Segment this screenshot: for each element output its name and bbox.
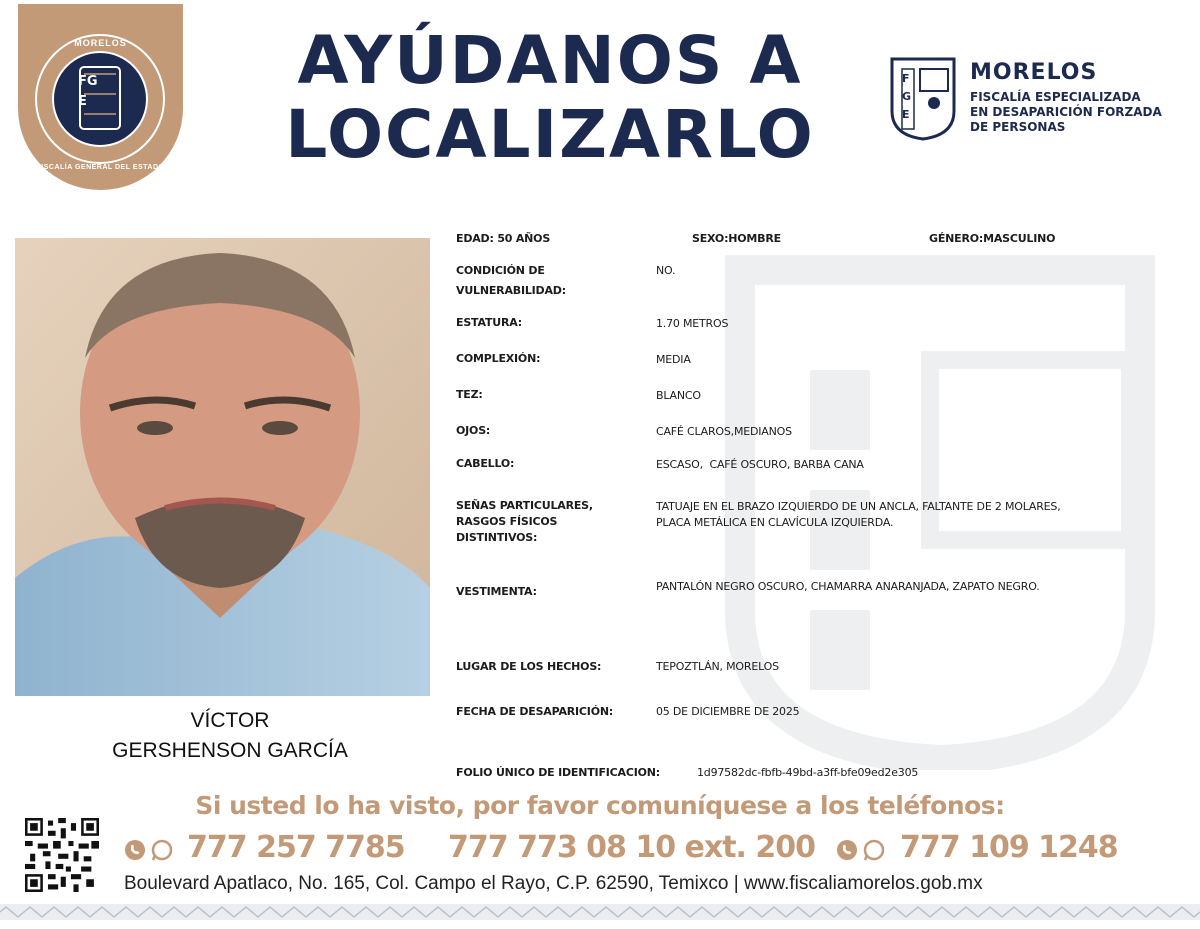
estatura-value: 1.70 METROS [656, 317, 729, 330]
senas-label-3: DISTINTIVOS: [456, 531, 538, 544]
edad-field: EDAD: 50 AÑOS [456, 232, 551, 245]
senas-label-2: RASGOS FÍSICOS [456, 515, 558, 528]
fge-badge [18, 4, 183, 190]
phone-number-3[interactable]: 777 109 1248 [900, 830, 1118, 865]
vestimenta-value: PANTALÓN NEGRO OSCURO, CHAMARRA ANARANJADA, ZAPATO NEGRO. [656, 580, 1040, 593]
genero-field: GÉNERO:MASCULINO [929, 232, 1056, 245]
tez-label: TEZ: [456, 388, 483, 401]
vulnerabilidad-label-2: VULNERABILIDAD: [456, 284, 566, 297]
lugar-value: TEPOZTLÁN, MORELOS [656, 660, 779, 673]
badge-initials: FGE [78, 74, 98, 109]
sexo-field: SEXO:HOMBRE [692, 232, 781, 245]
phone-number-1[interactable]: 777 257 7785 [187, 830, 405, 865]
badge-ring-text: FISCALÍA GENERAL DEL ESTADO [36, 164, 165, 171]
fge-shield-icon [888, 55, 958, 141]
person-name [15, 706, 445, 766]
phone-whatsapp-icon-1 [124, 838, 178, 862]
decorative-border-icon [0, 904, 1200, 920]
cabello-label: CABELLO: [456, 457, 515, 470]
lugar-label: LUGAR DE LOS HECHOS: [456, 660, 602, 673]
vestimenta-label: VESTIMENTA: [456, 585, 537, 598]
estatura-label: ESTATURA: [456, 316, 522, 329]
senas-label-1: SEÑAS PARTICULARES, [456, 499, 593, 512]
agency-line2: EN DESAPARICIÓN FORZADA [970, 105, 1162, 119]
tez-value: BLANCO [656, 389, 701, 402]
contact-callout: Si usted lo ha visto, por favor comuníquese a los teléfonos: [195, 791, 1005, 820]
vulnerabilidad-value: NO. [656, 264, 676, 277]
agency-line3: DE PERSONAS [970, 120, 1066, 134]
poster-headline [205, 24, 895, 172]
complexion-label: COMPLEXIÓN: [456, 352, 541, 365]
agency-line1: FISCALÍA ESPECIALIZADA [970, 90, 1141, 104]
person-photo [15, 238, 430, 696]
badge-top-text: MORELOS [74, 38, 127, 48]
fge-seal-icon [18, 4, 183, 190]
person-last-names: GERSHENSON GARCÍA [112, 739, 348, 762]
senas-value-1: TATUAJE EN EL BRAZO IZQUIERDO DE UN ANCLA, FALTANTE DE 2 MOLARES, [656, 500, 1061, 513]
agency-subtitle [970, 90, 1190, 135]
qr-code-icon [25, 818, 99, 892]
complexion-value: MEDIA [656, 353, 691, 366]
headline-line2: LOCALIZARLO [285, 96, 815, 173]
agency-name: MORELOS [970, 60, 1098, 85]
phone-whatsapp-icon-2 [836, 838, 890, 862]
folio-label: FOLIO ÚNICO DE IDENTIFICACION: [456, 766, 660, 779]
person-first-name: VÍCTOR [190, 709, 270, 732]
senas-value-2: PLACA METÁLICA EN CLAVÍCULA IZQUIERDA. [656, 516, 894, 529]
fecha-label: FECHA DE DESAPARICIÓN: [456, 705, 614, 718]
fecha-value: 05 DE DICIEMBRE DE 2025 [656, 705, 800, 718]
vulnerabilidad-label-1: CONDICIÓN DE [456, 264, 545, 277]
address-and-website: Boulevard Apatlaco, No. 165, Col. Campo el Rayo, C.P. 62590, Temixco | www.fiscaliamorelos.gob.mx [124, 873, 983, 894]
right-logo-initials: FGE [902, 72, 912, 121]
ojos-value: CAFÉ CLAROS,MEDIANOS [656, 425, 792, 438]
headline-line1: AYÚDANOS A [297, 22, 803, 99]
folio-value: 1d97582dc-fbfb-49bd-a3ff-bfe09ed2e305 [697, 766, 919, 779]
phone-number-2[interactable]: 777 773 08 10 ext. 200 [448, 830, 816, 865]
cabello-value: ESCASO, CAFÉ OSCURO, BARBA CANA [656, 458, 864, 471]
ojos-label: OJOS: [456, 424, 491, 437]
